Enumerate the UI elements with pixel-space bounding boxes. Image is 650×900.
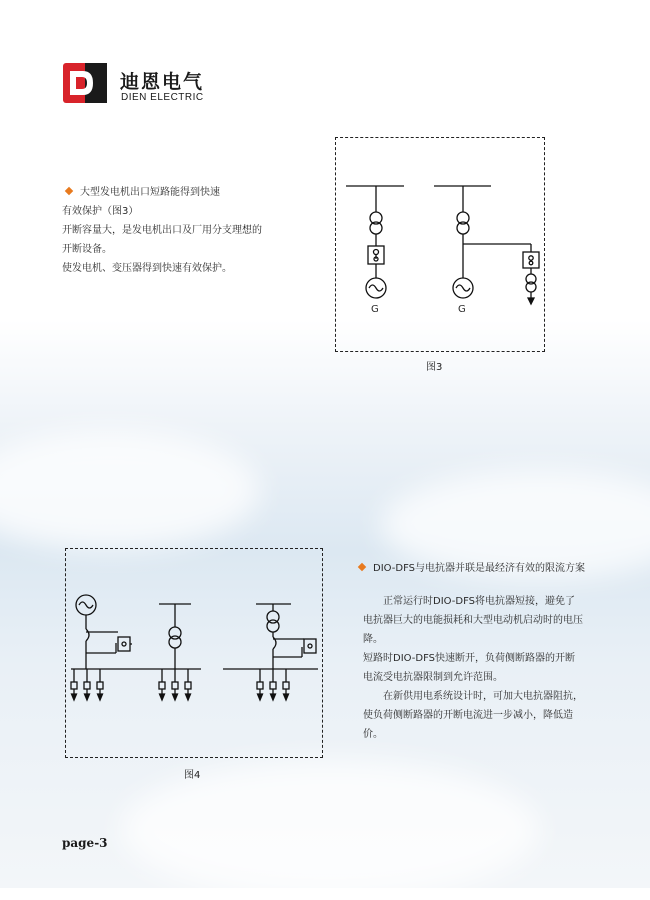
brand-name-en: DIEN ELECTRIC	[121, 92, 204, 103]
generator-label: G	[458, 304, 466, 315]
background-cloud	[0, 430, 260, 550]
section2-body	[363, 592, 599, 744]
generator-label: G	[371, 304, 379, 315]
paragraph-line: 使负荷侧断路器的开断电流进一步减小，降低造	[363, 710, 573, 721]
paragraph-line: 正常运行时DIO-DFS将电抗器短接，避免了	[383, 596, 576, 607]
paragraph-line: 短路时DIO-DFS快速断开，负荷侧断路器的开断	[363, 653, 576, 664]
section2-heading: DIO-DFS与电抗器并联是最经济有效的限流方案	[357, 559, 585, 578]
figure4-diagram	[66, 549, 321, 756]
bullet-diamond-icon	[65, 187, 73, 195]
section1-line: 开断容量大，是发电机出口及厂用分支理想的	[62, 225, 262, 236]
bullet-diamond-icon	[358, 563, 366, 571]
paragraph-line: 电抗器巨大的电能损耗和大型电动机启动时的电压	[363, 615, 583, 626]
section1-line: 有效保护（图3）	[62, 206, 139, 217]
page-number: page-3	[62, 836, 108, 850]
figure3-frame	[335, 137, 545, 352]
figure4-caption: 图4	[184, 770, 201, 781]
paragraph-line: 降。	[363, 634, 383, 645]
section1-line: 大型发电机出口短路能得到快速	[62, 183, 262, 202]
figure3-diagram	[336, 138, 543, 350]
brand-name-cn: 迪恩电气	[120, 71, 205, 93]
paragraph-line: 电流受电抗器限制到允许范围。	[363, 672, 503, 683]
paragraph-line: 价。	[363, 729, 383, 740]
paragraph-line: 在新供用电系统设计时，可加大电抗器阻抗，	[383, 691, 583, 702]
dien-logo-icon	[63, 63, 107, 103]
figure4-frame	[65, 548, 323, 758]
section1-text	[62, 183, 262, 278]
background-cloud	[120, 760, 540, 900]
figure3-caption: 图3	[426, 362, 443, 373]
section1-line: 开断设备。	[62, 244, 112, 255]
section1-line: 使发电机、变压器得到快速有效保护。	[62, 263, 232, 274]
